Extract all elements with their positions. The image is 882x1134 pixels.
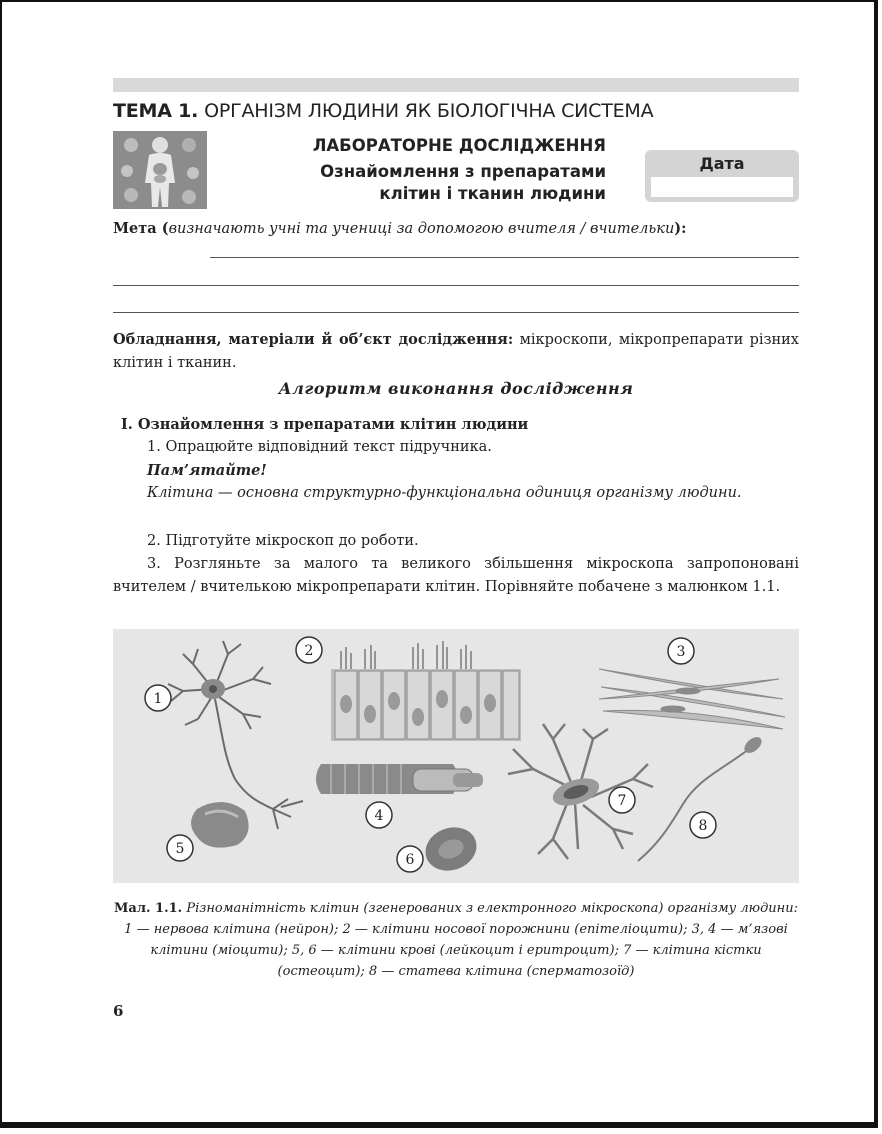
figure-label-4: 4 — [374, 808, 384, 824]
neuron-image — [168, 641, 303, 829]
lab-title-line1: Ознайомлення з препаратами — [320, 162, 606, 181]
goal-close: ): — [674, 220, 687, 237]
skeletal-muscle-image — [316, 764, 483, 794]
goal-paragraph — [113, 216, 799, 242]
figure-label-8: 8 — [698, 818, 708, 834]
goal-answer-line-2[interactable] — [113, 285, 799, 286]
equipment-text: мікроскопи, мікропрепарати різних клітин і тканин. — [113, 332, 799, 371]
caption-text: Різноманітність клітин (згенерованих з електронного мікроскопа) організму людини: 1 — нервова клітина (нейрон); 2 — клітини носової порожнини (епітеліоцити); 3, 4 — м’язові клітини (міоцити); 5, 6 — клітини крові (лейкоцит і еритроцит); 7 — клітина кістки (остеоцит); 8 — статева клітина (сперматозоїд) — [124, 901, 798, 979]
human-organs-image — [113, 131, 207, 209]
lab-title-line2: клітин і тканин людини — [379, 184, 606, 203]
figure-label-2: 2 — [304, 643, 314, 659]
smooth-muscle-image — [599, 669, 785, 729]
caption-label: Мал. 1.1. — [114, 901, 183, 916]
figure-label-3: 3 — [676, 644, 686, 660]
date-label: Дата — [699, 154, 745, 173]
step-2: 2. Підготуйте мікроскоп до роботи. — [147, 533, 419, 549]
topic-illustration — [113, 131, 207, 209]
topic-title: ОРГАНІЗМ ЛЮДИНИ ЯК БІОЛОГІЧНА СИСТЕМА — [204, 100, 654, 122]
figure-label-7: 7 — [617, 793, 627, 809]
figure-label-6: 6 — [405, 852, 415, 868]
sperm-image — [638, 734, 765, 861]
step-1: 1. Опрацюйте відповідний текст підручника. — [147, 439, 492, 455]
goal-open-paren: ( — [156, 220, 169, 237]
cells-figure — [113, 629, 799, 883]
goal-answer-line-3[interactable] — [113, 312, 799, 313]
figure-label-5: 5 — [175, 841, 185, 857]
equipment-paragraph — [113, 328, 799, 375]
goal-hint: визначають учні та учениці за допомогою вчителя / вчительки — [168, 221, 675, 237]
epithelium-image — [331, 641, 521, 741]
leukocyte-image — [191, 802, 249, 848]
cells-illustration — [113, 629, 799, 883]
date-box — [645, 150, 799, 202]
figure-label-1: 1 — [153, 691, 163, 707]
goal-answer-line-1[interactable] — [210, 257, 799, 258]
algorithm-title: Алгоритм виконання дослідження — [278, 379, 634, 398]
page-number: 6 — [113, 1002, 124, 1020]
erythrocyte-image — [419, 820, 482, 877]
topic-label: ТЕМА 1. — [113, 100, 199, 122]
figure-caption — [113, 898, 799, 982]
step-3: 3. Розгляньте за малого та великого збільшення мікроскопа запропоновані вчителем / вчителькою мікропрепарати клітин. Порівняйте побачене з малюнком 1.1. — [113, 556, 799, 595]
goal-label: Мета — [113, 220, 157, 237]
date-field[interactable] — [651, 177, 793, 197]
header-bar — [113, 78, 799, 92]
cell-definition: Клітина — основна структурно-функціональна одиниця організму людини. — [147, 485, 742, 501]
topic-heading — [113, 100, 653, 122]
remember-note: Пам’ятайте! — [147, 462, 267, 479]
section-title: I. Ознайомлення з препаратами клітин людини — [121, 416, 529, 433]
lab-heading — [313, 136, 606, 205]
equipment-label: Обладнання, матеріали й об’єкт дослідження: — [113, 331, 514, 348]
lab-kind: ЛАБОРАТОРНЕ ДОСЛІДЖЕННЯ — [312, 136, 606, 155]
